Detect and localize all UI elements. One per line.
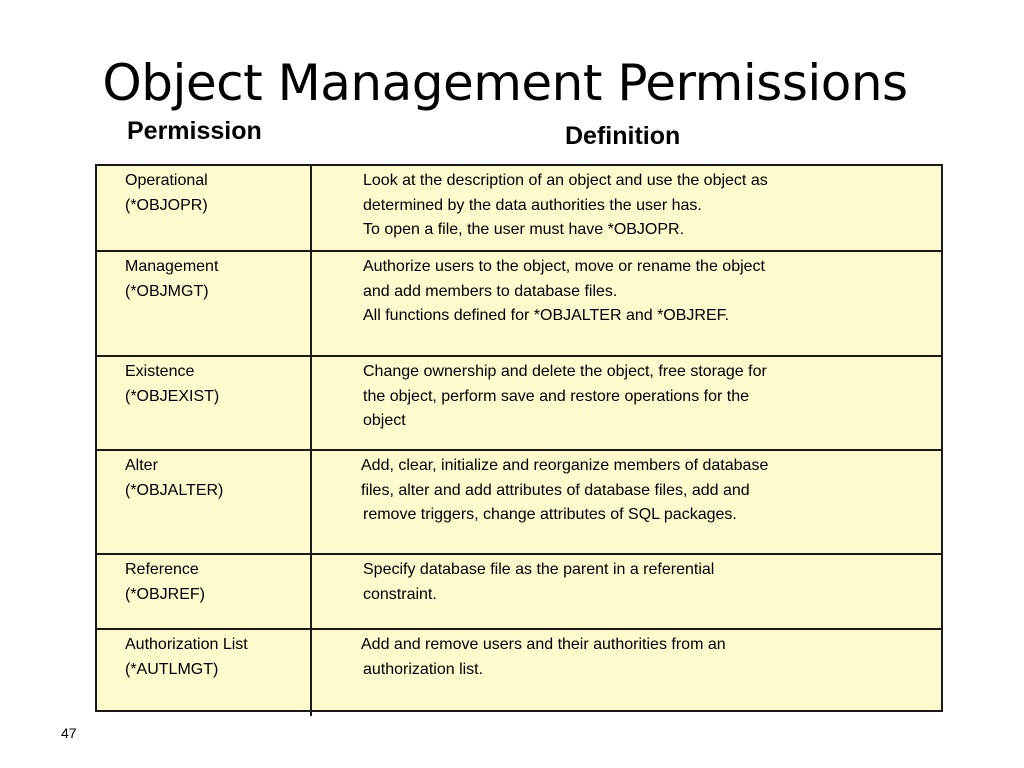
definition-line: Authorize users to the object, move or rename the object xyxy=(363,258,765,275)
definition-line: All functions defined for *OBJALTER and *OBJREF. xyxy=(363,307,730,324)
definition-cell xyxy=(363,454,768,528)
definition-line: determined by the data authorities the user has. xyxy=(363,196,702,214)
definition-line: object xyxy=(363,412,406,429)
definition-line: Look at the description of an object and use the object as xyxy=(363,172,768,189)
definition-line: authorization list. xyxy=(363,660,484,678)
definition-cell xyxy=(363,558,714,607)
definition-line: the object, perform save and restore operations for the xyxy=(363,387,749,405)
table-row-operational xyxy=(97,166,941,252)
permission-name: Alter xyxy=(125,457,158,474)
permission-cell xyxy=(125,255,218,304)
permission-cell xyxy=(125,169,208,218)
definition-line: and add members to database files. xyxy=(363,282,618,300)
permissions-table xyxy=(95,164,943,712)
permission-cell xyxy=(125,558,205,607)
permission-code: (*OBJEXIST) xyxy=(125,387,220,405)
definition-cell xyxy=(363,360,767,434)
definition-cell xyxy=(363,255,765,329)
definition-line: remove triggers, change attributes of SQL packages. xyxy=(363,506,737,523)
permission-code: (*AUTLMGT) xyxy=(125,660,219,678)
permission-name: Operational xyxy=(125,172,208,189)
table-row-alter xyxy=(97,451,941,555)
definition-column-header: Definition xyxy=(565,122,681,150)
page-number: 47 xyxy=(61,725,77,741)
table-row-existence xyxy=(97,357,941,451)
table-row-management xyxy=(97,252,941,357)
table-row-authorization-list xyxy=(97,630,941,714)
definition-line: files, alter and add attributes of database files, add and xyxy=(361,481,750,499)
permission-column-header: Permission xyxy=(127,117,262,145)
permission-code: (*OBJREF) xyxy=(125,585,205,603)
definition-cell xyxy=(363,633,726,682)
permission-code: (*OBJMGT) xyxy=(125,282,209,300)
permission-name: Management xyxy=(125,258,219,275)
permission-name: Existence xyxy=(125,363,195,380)
definition-line: Specify database file as the parent in a referential xyxy=(363,561,715,578)
permission-code: (*OBJOPR) xyxy=(125,196,208,214)
permission-cell xyxy=(125,454,223,503)
table-row-reference xyxy=(97,555,941,630)
slide-title: Object Management Permissions xyxy=(102,54,908,112)
permission-name: Reference xyxy=(125,561,199,578)
definition-line: To open a file, the user must have *OBJOPR. xyxy=(363,221,685,238)
definition-line: Add and remove users and their authorities from an xyxy=(361,636,726,653)
definition-cell xyxy=(363,169,768,243)
permission-cell xyxy=(125,633,248,682)
definition-line: Change ownership and delete the object, free storage for xyxy=(363,363,767,380)
definition-line: Add, clear, initialize and reorganize members of database xyxy=(361,457,769,474)
permission-code: (*OBJALTER) xyxy=(125,481,224,499)
permission-cell xyxy=(125,360,219,409)
permission-name: Authorization List xyxy=(125,636,248,653)
definition-line: constraint. xyxy=(363,585,437,603)
